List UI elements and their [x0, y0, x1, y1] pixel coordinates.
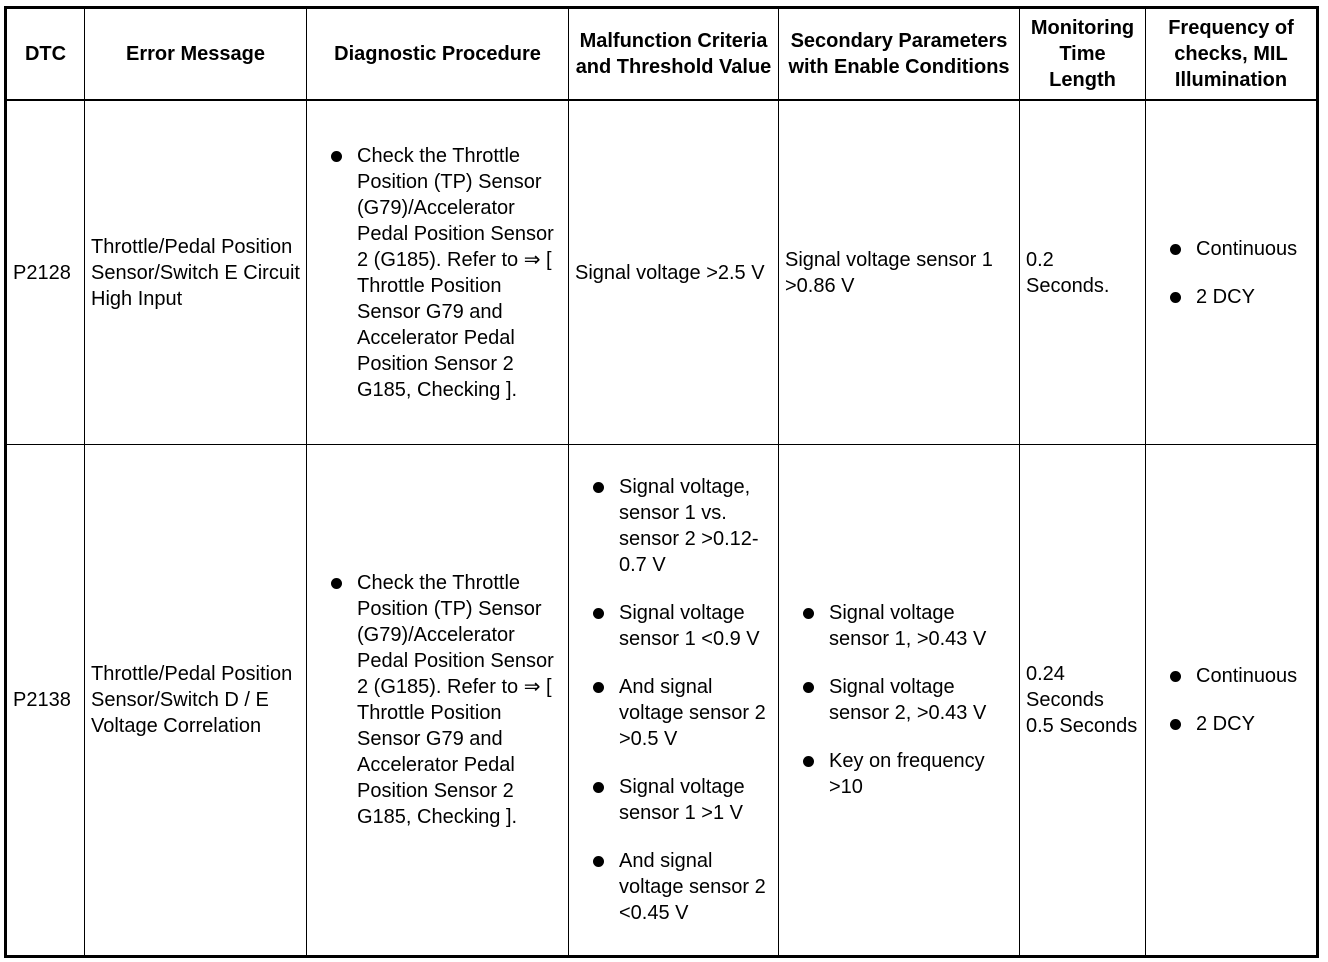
dtc-table-wrapper [4, 6, 1319, 958]
dtc-table [4, 6, 1319, 958]
frequency-cell [1146, 100, 1318, 445]
secondary-item: Signal voltage sensor 2, >0.43 V [785, 674, 1013, 726]
diagnostic-procedure-cell [307, 100, 569, 445]
malfunction-criteria: Signal voltage >2.5 V [569, 100, 779, 445]
header-row [6, 8, 1318, 101]
header-diagnostic-procedure: Diagnostic Procedure [307, 8, 569, 101]
frequency-item: 2 DCY [1152, 284, 1310, 310]
dtc-code: P2128 [6, 100, 85, 445]
header-malfunction-criteria: Malfunction Criteria and Threshold Value [569, 8, 779, 101]
frequency-item: 2 DCY [1152, 711, 1310, 737]
error-message: Throttle/Pedal Position Sensor/Switch D / E Voltage Correlation [85, 445, 307, 957]
criteria-item: Signal voltage sensor 1 >1 V [575, 774, 772, 826]
table-row [6, 100, 1318, 445]
dtc-code: P2138 [6, 445, 85, 957]
procedure-text: Check the Throttle Position (TP) Sensor (G79)/Accelerator Pedal Position Sensor 2 (G185). Refer to ⇒ [ Throttle Position Sensor G79 and Accelerator Pedal Position Sensor 2 G185, Checking ]. [313, 143, 562, 403]
malfunction-criteria-cell [569, 445, 779, 957]
criteria-item: And signal voltage sensor 2 <0.45 V [575, 848, 772, 926]
header-error-message: Error Message [85, 8, 307, 101]
criteria-item: And signal voltage sensor 2 >0.5 V [575, 674, 772, 752]
secondary-parameters-cell [779, 445, 1020, 957]
secondary-parameters: Signal voltage sensor 1 >0.86 V [779, 100, 1020, 445]
secondary-item: Key on frequency >10 [785, 748, 1013, 800]
frequency-item: Continuous [1152, 236, 1310, 262]
monitoring-time: 0.2 Seconds. [1020, 100, 1146, 445]
error-message: Throttle/Pedal Position Sensor/Switch E Circuit High Input [85, 100, 307, 445]
frequency-cell [1146, 445, 1318, 957]
secondary-item: Signal voltage sensor 1, >0.43 V [785, 600, 1013, 652]
monitoring-time: 0.5 Seconds [1026, 715, 1138, 737]
monitoring-time-cell [1020, 445, 1146, 957]
header-frequency: Frequency of checks, MIL Illumination [1146, 8, 1318, 101]
header-secondary-parameters: Secondary Parameters with Enable Conditions [779, 8, 1020, 101]
diagnostic-procedure-cell [307, 445, 569, 957]
table-row [6, 445, 1318, 957]
frequency-item: Continuous [1152, 663, 1310, 689]
criteria-item: Signal voltage, sensor 1 vs. sensor 2 >0.12-0.7 V [575, 474, 772, 578]
criteria-item: Signal voltage sensor 1 <0.9 V [575, 600, 772, 652]
procedure-text: Check the Throttle Position (TP) Sensor (G79)/Accelerator Pedal Position Sensor 2 (G185). Refer to ⇒ [ Throttle Position Sensor G79 and Accelerator Pedal Position Sensor 2 G185, Checking ]. [313, 570, 562, 830]
header-monitoring-time: Monitoring Time Length [1020, 8, 1146, 101]
monitoring-time: 0.24 Seconds [1026, 663, 1104, 711]
header-dtc: DTC [6, 8, 85, 101]
